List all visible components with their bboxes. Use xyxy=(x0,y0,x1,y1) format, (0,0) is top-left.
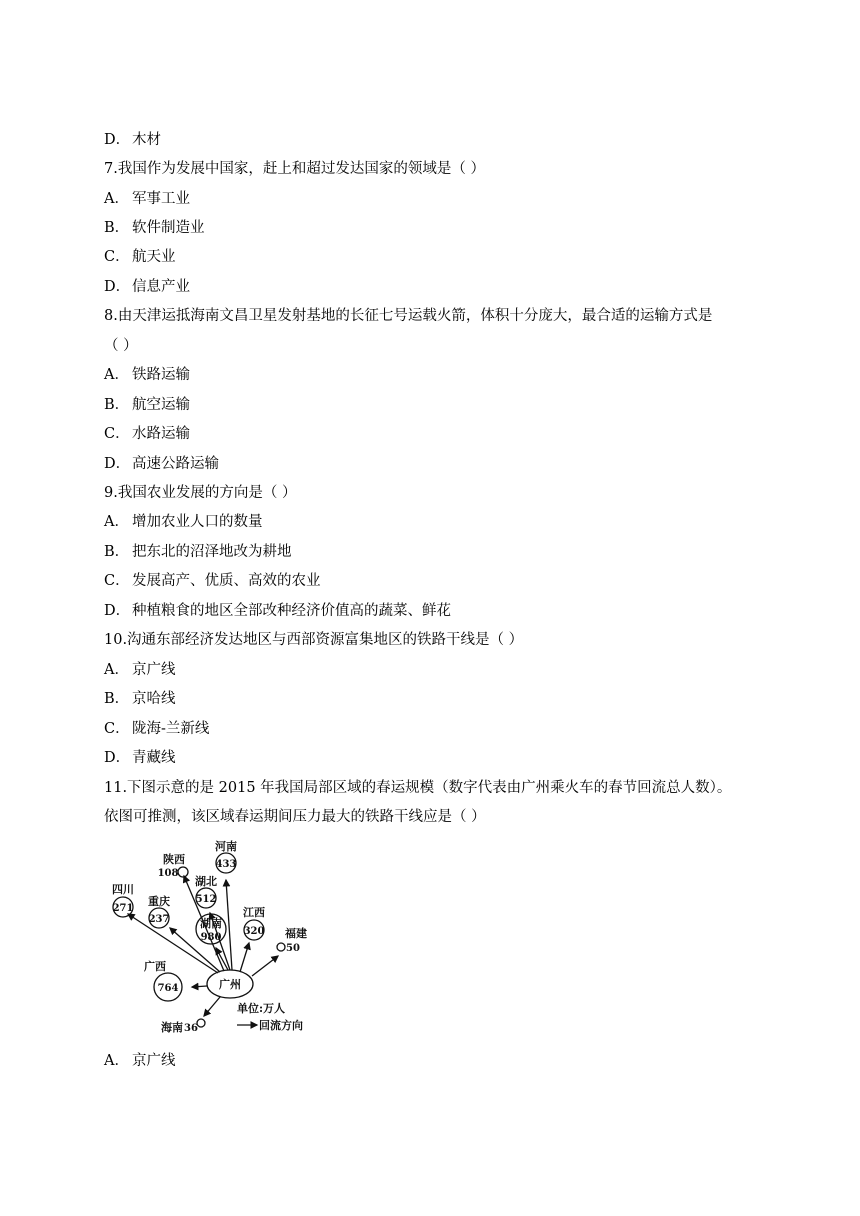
value-hubei: 512 xyxy=(195,894,217,905)
value-sichuan: 271 xyxy=(112,903,134,914)
value-henan: 433 xyxy=(215,859,237,870)
label-fujian: 福建 xyxy=(285,927,307,940)
value-guangxi: 764 xyxy=(157,983,179,994)
question-7: 7.我国作为发展中国家，赶上和超过发达国家的领域是（ ） xyxy=(104,161,485,177)
option-text: 航空运输 xyxy=(132,397,190,413)
option-text: 水路运输 xyxy=(132,426,190,442)
option-letter: A． xyxy=(104,191,129,207)
option-letter: D． xyxy=(104,750,131,766)
option-text: 青藏线 xyxy=(132,750,176,766)
option-text: 信息产业 xyxy=(132,279,190,295)
option-7c xyxy=(104,248,176,266)
option-letter: C． xyxy=(104,721,130,737)
label-guangxi: 广西 xyxy=(144,960,166,973)
label-henan: 河南 xyxy=(215,840,237,853)
option-11a xyxy=(104,1052,176,1070)
value-jiangxi: 320 xyxy=(243,926,265,937)
option-text: 增加农业人口的数量 xyxy=(132,514,263,530)
value-hunan: 980 xyxy=(200,932,222,943)
option-text: 陇海-兰新线 xyxy=(132,721,210,737)
label-hunan: 湖南 xyxy=(200,917,222,930)
option-10b xyxy=(104,690,176,708)
value-shaanxi: 108 xyxy=(157,868,179,879)
option-letter: D． xyxy=(104,456,131,472)
option-8b xyxy=(104,396,190,414)
label-jiangxi: 江西 xyxy=(243,906,265,919)
label-sichuan: 四川 xyxy=(112,883,134,896)
option-text: 京广线 xyxy=(132,1053,176,1069)
option-text: 京哈线 xyxy=(132,691,176,707)
legend-label: 回流方向 xyxy=(259,1019,303,1032)
label-chongqing: 重庆 xyxy=(148,895,170,908)
option-letter: C． xyxy=(104,573,130,589)
question-9: 9.我国农业发展的方向是（ ） xyxy=(104,485,297,501)
option-10a xyxy=(104,661,176,679)
option-7a xyxy=(104,190,190,208)
option-text: 铁路运输 xyxy=(132,367,190,383)
value-chongqing: 237 xyxy=(148,914,170,925)
option-letter: C． xyxy=(104,249,130,265)
option-letter: D． xyxy=(104,279,131,295)
option-text: 京广线 xyxy=(132,662,176,678)
option-7d xyxy=(104,278,190,296)
label-hainan: 海南 xyxy=(161,1021,183,1034)
spring-migration-figure xyxy=(104,836,324,1040)
question-8: 8.由天津运抵海南文昌卫星发射基地的长征七号运载火箭，体积十分庞大，最合适的运输方式是 xyxy=(104,308,713,324)
label-hubei: 湖北 xyxy=(195,875,217,888)
option-letter: A． xyxy=(104,514,129,530)
option-8d xyxy=(104,455,219,473)
unit-label: 单位:万人 xyxy=(237,1002,286,1015)
question-11-cont: 依图可推测，该区域春运期间压力最大的铁路干线应是（ ） xyxy=(104,809,486,825)
option-letter: C． xyxy=(104,426,130,442)
option-10d xyxy=(104,749,176,767)
option-letter: A． xyxy=(104,1053,129,1069)
option-9b xyxy=(104,543,292,561)
option-letter: A． xyxy=(104,662,129,678)
option-text: 软件制造业 xyxy=(132,220,205,236)
label-shaanxi: 陕西 xyxy=(163,853,185,866)
option-letter: A． xyxy=(104,367,129,383)
option-text: 木材 xyxy=(132,132,161,148)
option-letter: D． xyxy=(104,603,131,619)
option-10c xyxy=(104,720,209,738)
option-text: 军事工业 xyxy=(132,191,190,207)
value-fujian: 50 xyxy=(286,943,300,954)
question-10: 10.沟通东部经济发达地区与西部资源富集地区的铁路干线是（ ） xyxy=(104,632,524,648)
value-hainan: 36 xyxy=(184,1023,198,1034)
label-guangzhou: 广州 xyxy=(219,978,241,991)
option-text: 航天业 xyxy=(132,249,176,265)
option-8a xyxy=(104,366,190,384)
option-8c xyxy=(104,425,190,443)
question-11: 11.下图示意的是 2015 年我国局部区域的春运规模（数字代表由广州乘火车的春节回流总人数）。 xyxy=(104,780,732,796)
option-text: 发展高产、优质、高效的农业 xyxy=(132,573,321,589)
option-6d xyxy=(104,131,161,149)
option-text: 高速公路运输 xyxy=(132,456,219,472)
option-7b xyxy=(104,219,205,237)
option-9a xyxy=(104,513,263,531)
option-letter: B． xyxy=(104,544,130,560)
option-9c xyxy=(104,572,321,590)
option-letter: B． xyxy=(104,397,130,413)
option-text: 把东北的沼泽地改为耕地 xyxy=(132,544,292,560)
option-letter: B． xyxy=(104,220,130,236)
option-letter: B． xyxy=(104,691,130,707)
option-text: 种植粮食的地区全部改种经济价值高的蔬菜、鲜花 xyxy=(132,603,451,619)
question-8-cont: （ ） xyxy=(104,338,138,354)
option-9d xyxy=(104,602,451,620)
option-letter: D． xyxy=(104,132,131,148)
